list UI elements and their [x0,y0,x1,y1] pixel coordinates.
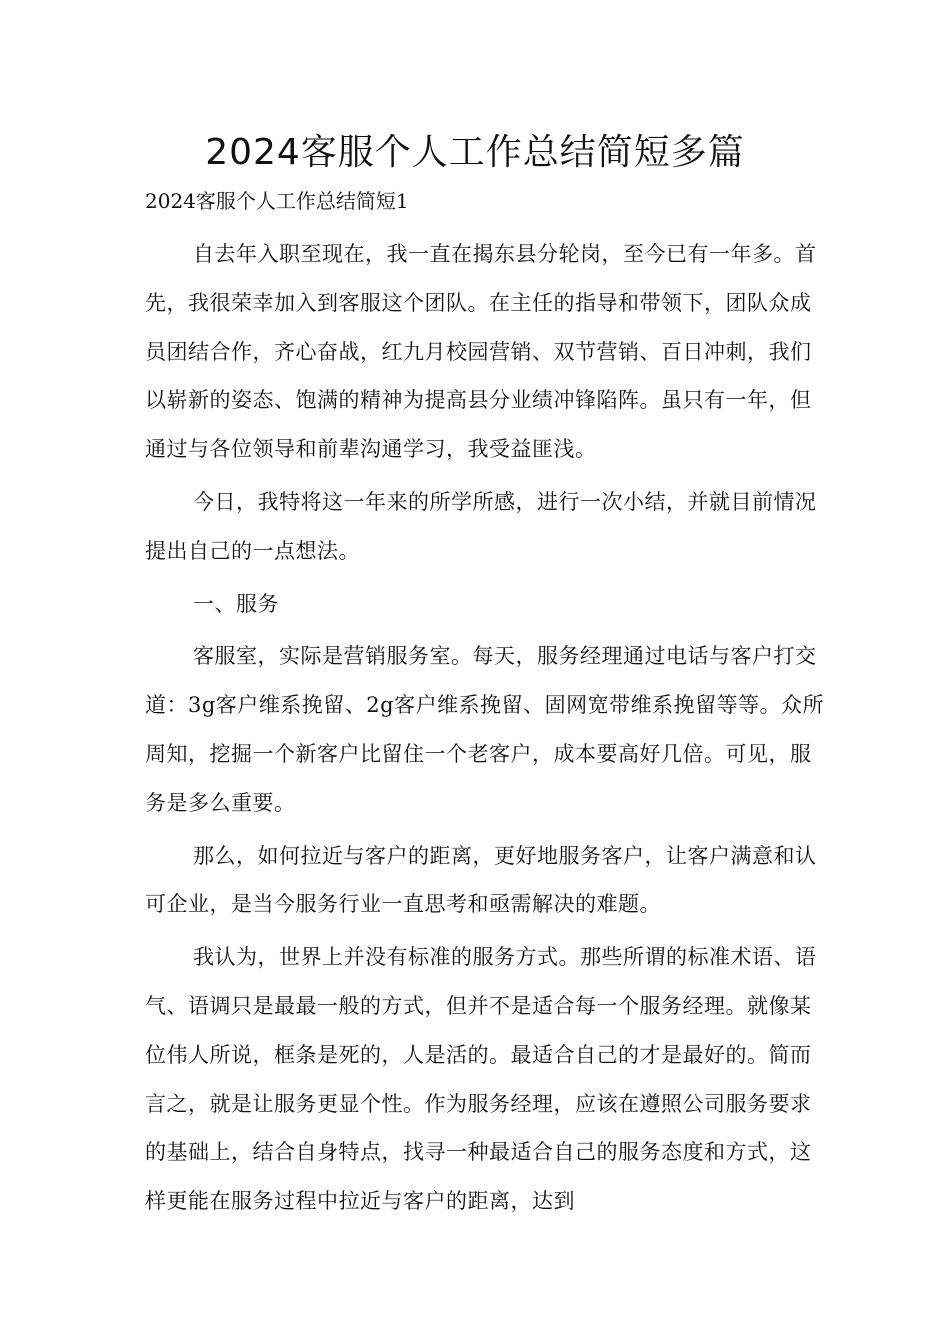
section-heading: 2024客服个人工作总结简短1 [145,189,409,213]
paragraph-5: 我认为，世界上并没有标准的服务方式。那些所谓的标准术语、语气、语调只是最最一般的方式，但并不是适合每一个服务经理。就像某位伟人所说，框条是死的，人是活的。最适合自己的才是最好的。简而言之，就是让服务更显个性。作为服务经理，应该在遵照公司服务要求的基础上，结合自身特点，找寻一种最适合自己的服务态度和方式，这样更能在服务过程中拉近与客户的距离，达到 [145,945,817,1214]
paragraph-2: 今日，我特将这一年来的所学所感，进行一次小结，并就目前情况提出自己的一点想法。 [145,489,817,563]
paragraph-1: 自去年入职至现在，我一直在揭东县分轮岗，至今已有一年多。首先，我很荣幸加入到客服这个团队。在主任的指导和带领下，团队众成员团结合作，齐心奋战，红九月校园营销、双节营销、百日冲刺，我们以崭新的姿态、饱满的精神为提高县分业绩冲锋陷阵。虽只有一年，但通过与各位领导和前辈沟通学习，我受益匪浅。 [145,242,817,462]
document-body [145,230,825,1230]
document-title: 2024客服个人工作总结简短多篇 [205,132,745,173]
subheading-service: 一、服务 [193,591,279,616]
paragraph-4: 那么，如何拉近与客户的距离，更好地服务客户，让客户满意和认可企业，是当今服务行业一直思考和亟需解决的难题。 [145,843,817,917]
paragraph-3: 客服室，实际是营销服务室。每天，服务经理通过电话与客户打交道：3g客户维系挽留、2g客户维系挽留、固网宽带维系挽留等等。众所周知，挖掘一个新客户比留住一个老客户，成本要高好几倍。可见，服务是多么重要。 [145,644,825,815]
